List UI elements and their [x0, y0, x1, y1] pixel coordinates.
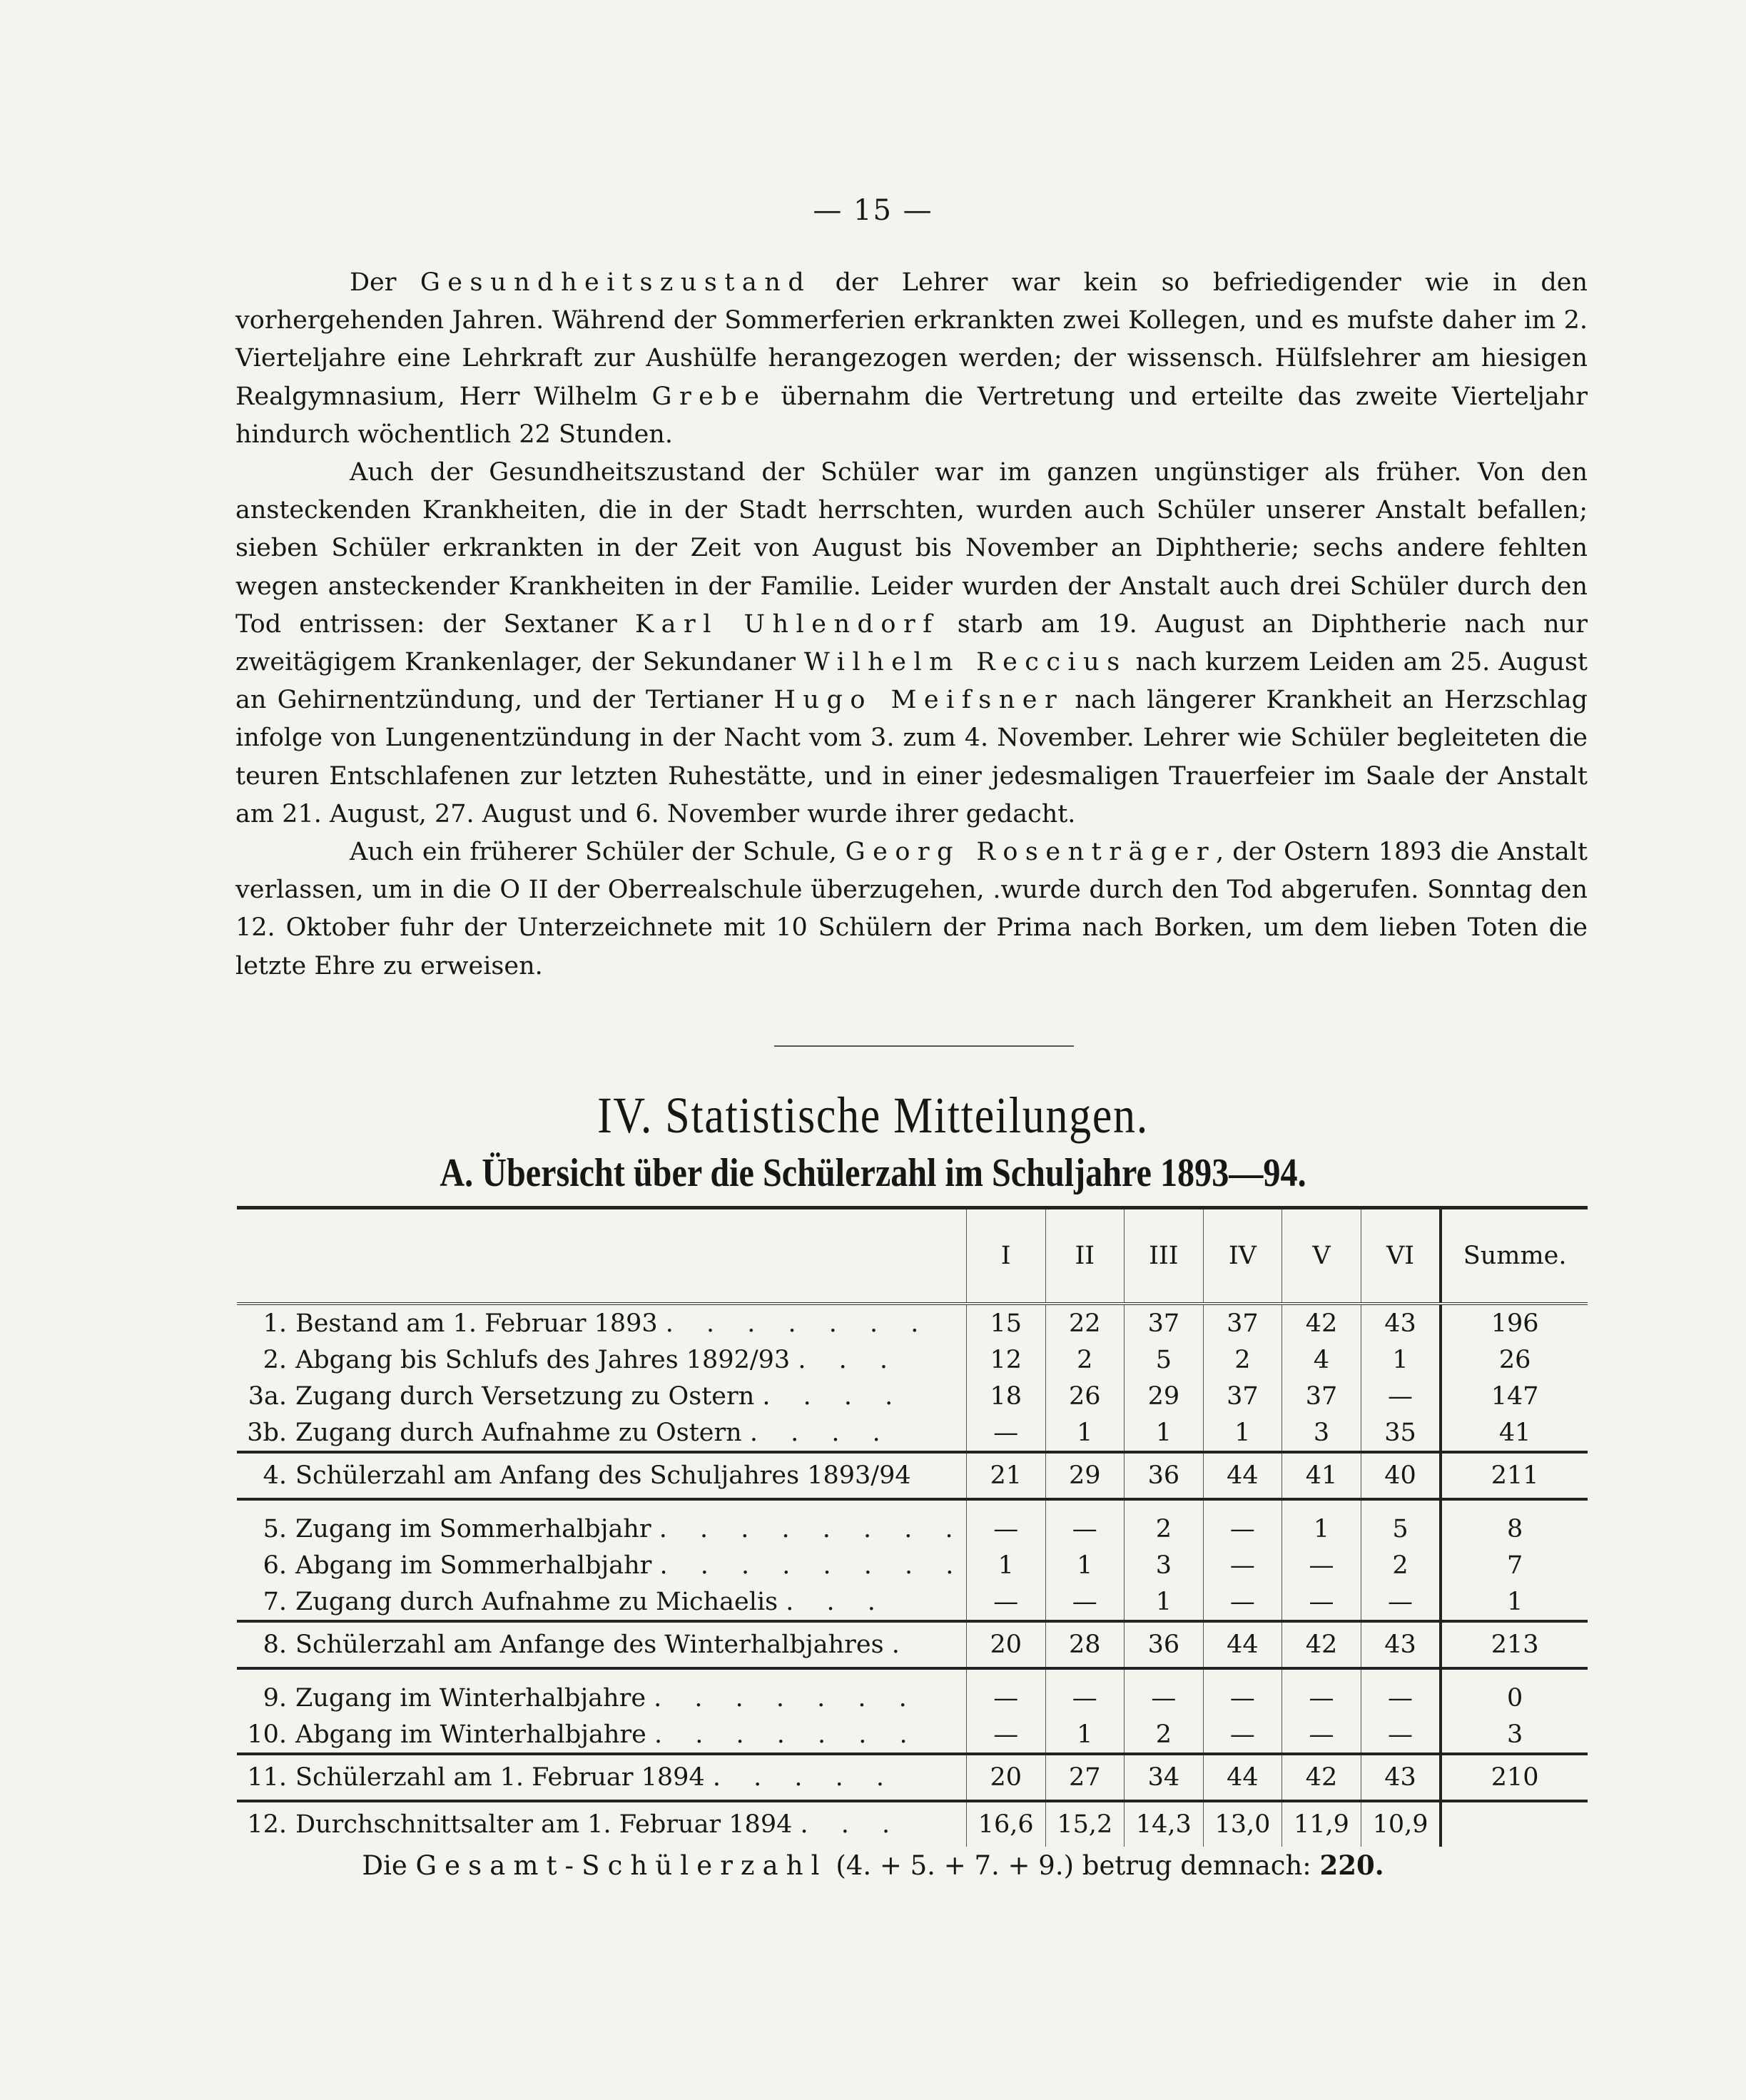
value-cell: — [1282, 1716, 1361, 1754]
value-cell: 20 [966, 1754, 1045, 1801]
row-label-text: Abgang im Sommerhalbjahr [295, 1551, 652, 1580]
table-title: A. Übersicht über die Schülerzahl im Schuljahre 1893—94. [440, 1151, 1306, 1195]
value-cell: 10,9 [1361, 1801, 1441, 1847]
row-label [237, 1716, 966, 1754]
value-cell: 34 [1125, 1754, 1204, 1801]
value-cell: 14,3 [1125, 1801, 1204, 1847]
row-label-text: Abgang im Winterhalbjahre [295, 1720, 646, 1749]
table-row [237, 1499, 1588, 1547]
value-cell: 42 [1282, 1304, 1361, 1341]
total-student-count: Die Gesamt-Schülerzahl (4. + 5. + 7. + 9.) betrug demnach: 220. [362, 1850, 1384, 1881]
sum-cell: 26 [1441, 1341, 1588, 1378]
value-cell: — [966, 1583, 1045, 1621]
row-label [237, 1801, 966, 1847]
value-cell: — [1203, 1583, 1282, 1621]
row-leader-dots: . . . [798, 1345, 900, 1374]
value-cell: 22 [1045, 1304, 1125, 1341]
table-row [237, 1754, 1588, 1801]
value-cell: — [1361, 1378, 1441, 1414]
row-leader-dots: . . . [786, 1587, 888, 1616]
body-text [235, 264, 1588, 985]
header-class-I: I [966, 1208, 1045, 1304]
header-class-V: V [1282, 1208, 1361, 1304]
paragraph-student-health: Auch der Gesundheitszustand der Schüler war im ganzen ungünstiger als früher. Von den ansteckenden Krankheiten, die in der Stadt herrschten, wurden auch Schüler unserer Anstalt befallen; sieben Schüler erkrankten in der Zeit von August bis November an Diphtherie; sechs andere fehlten wegen ansteckender Krankheiten in der Familie. Leider wurden der Anstalt auch drei Schüler durch den Tod entrissen: der Sextaner Karl Uhlendorf starb am 19. August an Diphtherie nach nur zweitägigem Krankenlager, der Sekundaner Wilhelm Reccius nach kurzem Leiden am 25. August an Gehirnentzündung, und der Tertianer Hugo Meifsner nach längerer Krankheit an Herzschlag infolge von Lungenentzündung in der Nacht vom 3. zum 4. November. Lehrer wie Schüler begleiteten die teuren Entschlafenen zur letzten Ruhestätte, und in einer jedesmaligen Trauerfeier im Saale der Anstalt am 21. August, 27. August und 6. November wurde ihrer gedacht. [235, 458, 1588, 828]
row-label-text: Zugang durch Aufnahme zu Michaelis [295, 1587, 778, 1616]
table-row [237, 1547, 1588, 1583]
value-cell: 1 [1045, 1414, 1125, 1452]
value-cell: 29 [1125, 1378, 1204, 1414]
value-cell: — [1361, 1583, 1441, 1621]
paragraph-teacher-health: Der Gesundheitszustand der Lehrer war kein so befriedigender wie in den vorhergehenden Jahren. Während der Sommerferien erkrankten zwei Kollegen, und es mufste daher im 2. Vierteljahre eine Lehrkraft zur Aushülfe herangezogen werden; der wissensch. Hülfslehrer am hiesigen Realgymnasium, Herr Wilhelm Grebe übernahm die Vertretung und erteilte das zweite Vierteljahr hindurch wöchentlich 22 Stunden. [235, 268, 1588, 449]
table-row [237, 1452, 1588, 1499]
row-leader-dots: . . . . [749, 1418, 893, 1447]
value-cell: — [1125, 1668, 1204, 1716]
value-cell: 2 [1125, 1716, 1204, 1754]
table-row [237, 1414, 1588, 1452]
header-class-VI: VI [1361, 1208, 1441, 1304]
table-row [237, 1621, 1588, 1668]
value-cell: 20 [966, 1621, 1045, 1668]
page-number: — 15 — [813, 194, 933, 227]
row-label [237, 1668, 966, 1716]
row-number: 10. [247, 1720, 287, 1749]
student-count-table [237, 1206, 1588, 1847]
row-number: 8. [263, 1630, 287, 1659]
row-number: 11. [247, 1763, 287, 1792]
section-divider [774, 1045, 1074, 1047]
sum-cell: 1 [1441, 1583, 1588, 1621]
header-class-III: III [1125, 1208, 1204, 1304]
value-cell: 40 [1361, 1452, 1441, 1499]
value-cell: 1 [966, 1547, 1045, 1583]
value-cell: — [1203, 1547, 1282, 1583]
row-label-text: Schülerzahl am Anfange des Winterhalbjahres [295, 1630, 884, 1659]
value-cell: 18 [966, 1378, 1045, 1414]
sum-cell: 7 [1441, 1547, 1588, 1583]
value-cell: 44 [1203, 1452, 1282, 1499]
row-number: 5. [263, 1514, 287, 1543]
value-cell: 42 [1282, 1621, 1361, 1668]
value-cell: 16,6 [966, 1801, 1045, 1847]
sum-cell: 196 [1441, 1304, 1588, 1341]
sum-cell: 41 [1441, 1414, 1588, 1452]
row-leader-dots: . . . . . . . . [659, 1551, 966, 1580]
value-cell: — [1282, 1668, 1361, 1716]
row-label-text: Zugang im Sommerhalbjahr [295, 1514, 651, 1543]
sum-cell: 213 [1441, 1621, 1588, 1668]
total-value: 220. [1319, 1850, 1384, 1881]
value-cell: 1 [1125, 1583, 1204, 1621]
value-cell: 2 [1125, 1499, 1204, 1547]
sum-cell: 211 [1441, 1452, 1588, 1499]
value-cell: 43 [1361, 1621, 1441, 1668]
header-label-cell [237, 1208, 966, 1304]
value-cell: 1 [1045, 1716, 1125, 1754]
value-cell: 28 [1045, 1621, 1125, 1668]
row-label-text: Durchschnittsalter am 1. Februar 1894 [295, 1810, 793, 1839]
value-cell: 36 [1125, 1621, 1204, 1668]
value-cell: 41 [1282, 1452, 1361, 1499]
section-title: IV. Statistische Mitteilungen. [597, 1087, 1149, 1144]
table-row [237, 1341, 1588, 1378]
row-number: 3b. [247, 1418, 287, 1447]
table-row [237, 1378, 1588, 1414]
row-label-text: Zugang durch Aufnahme zu Ostern [295, 1418, 742, 1447]
row-label [237, 1754, 966, 1801]
value-cell: 37 [1282, 1378, 1361, 1414]
value-cell: 35 [1361, 1414, 1441, 1452]
value-cell: 29 [1045, 1452, 1125, 1499]
header-class-IV: IV [1203, 1208, 1282, 1304]
row-leader-dots: . [891, 1630, 913, 1659]
value-cell: — [1282, 1547, 1361, 1583]
value-cell: 36 [1125, 1452, 1204, 1499]
paragraph-former-student: Auch ein früherer Schüler der Schule, Georg Rosenträger, der Ostern 1893 die Anstalt verlassen, um in die O II der Oberrealschule überzugehen, .wurde durch den Tod abgerufen. Sonntag den 12. Oktober fuhr der Unterzeichnete mit 10 Schülern der Prima nach Borken, um dem lieben Toten die letzte Ehre zu erweisen. [235, 838, 1588, 980]
table-row [237, 1668, 1588, 1716]
value-cell: 37 [1203, 1304, 1282, 1341]
value-cell: — [1045, 1583, 1125, 1621]
value-cell: 42 [1282, 1754, 1361, 1801]
value-cell: 43 [1361, 1304, 1441, 1341]
row-number: 6. [263, 1551, 287, 1580]
table-row [237, 1716, 1588, 1754]
value-cell: 13,0 [1203, 1801, 1282, 1847]
row-label [237, 1378, 966, 1414]
value-cell: 2 [1045, 1341, 1125, 1378]
value-cell: 1 [1125, 1414, 1204, 1452]
value-cell: 21 [966, 1452, 1045, 1499]
row-label [237, 1452, 966, 1499]
row-label [237, 1414, 966, 1452]
value-cell: 3 [1125, 1547, 1204, 1583]
value-cell: — [1203, 1499, 1282, 1547]
header-class-II: II [1045, 1208, 1125, 1304]
row-number: 9. [263, 1683, 287, 1713]
row-leader-dots: . . . . . . . . [659, 1514, 966, 1543]
value-cell: — [1045, 1499, 1125, 1547]
value-cell: 27 [1045, 1754, 1125, 1801]
row-label-text: Schülerzahl am 1. Februar 1894 [295, 1763, 705, 1792]
row-leader-dots: . . . . . [712, 1763, 897, 1792]
value-cell: 12 [966, 1341, 1045, 1378]
row-leader-dots: . . . . . . . [654, 1720, 920, 1749]
table-row [237, 1583, 1588, 1621]
row-label-text: Schülerzahl am Anfang des Schuljahres 1893/94 [295, 1461, 911, 1490]
value-cell: 4 [1282, 1341, 1361, 1378]
row-label-text: Zugang im Winterhalbjahre [295, 1683, 646, 1713]
value-cell: 11,9 [1282, 1801, 1361, 1847]
value-cell: 44 [1203, 1754, 1282, 1801]
row-leader-dots: . . . . . . . [654, 1683, 920, 1713]
value-cell: — [966, 1716, 1045, 1754]
value-cell: — [1203, 1716, 1282, 1754]
value-cell: — [1361, 1668, 1441, 1716]
value-cell: — [1361, 1716, 1441, 1754]
header-summe: Summe. [1441, 1208, 1588, 1304]
row-label [237, 1583, 966, 1621]
value-cell: 1 [1203, 1414, 1282, 1452]
value-cell: — [1045, 1668, 1125, 1716]
row-label [237, 1304, 966, 1341]
sum-cell: 8 [1441, 1499, 1588, 1547]
row-leader-dots: . . . . [762, 1381, 905, 1411]
value-cell: 2 [1203, 1341, 1282, 1378]
value-cell: — [1282, 1583, 1361, 1621]
table-header-row [237, 1208, 1588, 1304]
value-cell: — [966, 1668, 1045, 1716]
value-cell: 37 [1203, 1378, 1282, 1414]
table-row [237, 1801, 1588, 1847]
value-cell: 44 [1203, 1621, 1282, 1668]
row-number: 1. [263, 1309, 287, 1338]
row-number: 3a. [248, 1381, 287, 1411]
value-cell: — [966, 1414, 1045, 1452]
sum-cell: 210 [1441, 1754, 1588, 1801]
value-cell: 1 [1045, 1547, 1125, 1583]
row-leader-dots: . . . [800, 1810, 903, 1839]
value-cell: 5 [1125, 1341, 1204, 1378]
row-number: 2. [263, 1345, 287, 1374]
row-number: 12. [247, 1810, 287, 1839]
sum-cell: 3 [1441, 1716, 1588, 1754]
row-number: 4. [263, 1461, 287, 1490]
value-cell: 15 [966, 1304, 1045, 1341]
row-label-text: Abgang bis Schlufs des Jahres 1892/93 [295, 1345, 791, 1374]
sum-cell: 0 [1441, 1668, 1588, 1716]
value-cell: 1 [1361, 1341, 1441, 1378]
value-cell: 37 [1125, 1304, 1204, 1341]
row-label [237, 1341, 966, 1378]
value-cell: 15,2 [1045, 1801, 1125, 1847]
value-cell: 43 [1361, 1754, 1441, 1801]
value-cell: 1 [1282, 1499, 1361, 1547]
value-cell: — [966, 1499, 1045, 1547]
table-row [237, 1304, 1588, 1341]
row-label-text: Zugang durch Versetzung zu Ostern [295, 1381, 755, 1411]
value-cell: 5 [1361, 1499, 1441, 1547]
sum-cell [1441, 1801, 1588, 1847]
sum-cell: 147 [1441, 1378, 1588, 1414]
row-label [237, 1499, 966, 1547]
row-leader-dots: . . . . . . . [665, 1309, 931, 1338]
row-number: 7. [263, 1587, 287, 1616]
value-cell: 2 [1361, 1547, 1441, 1583]
row-label [237, 1547, 966, 1583]
row-label [237, 1621, 966, 1668]
value-cell: 26 [1045, 1378, 1125, 1414]
value-cell: — [1203, 1668, 1282, 1716]
value-cell: 3 [1282, 1414, 1361, 1452]
row-label-text: Bestand am 1. Februar 1893 [295, 1309, 658, 1338]
